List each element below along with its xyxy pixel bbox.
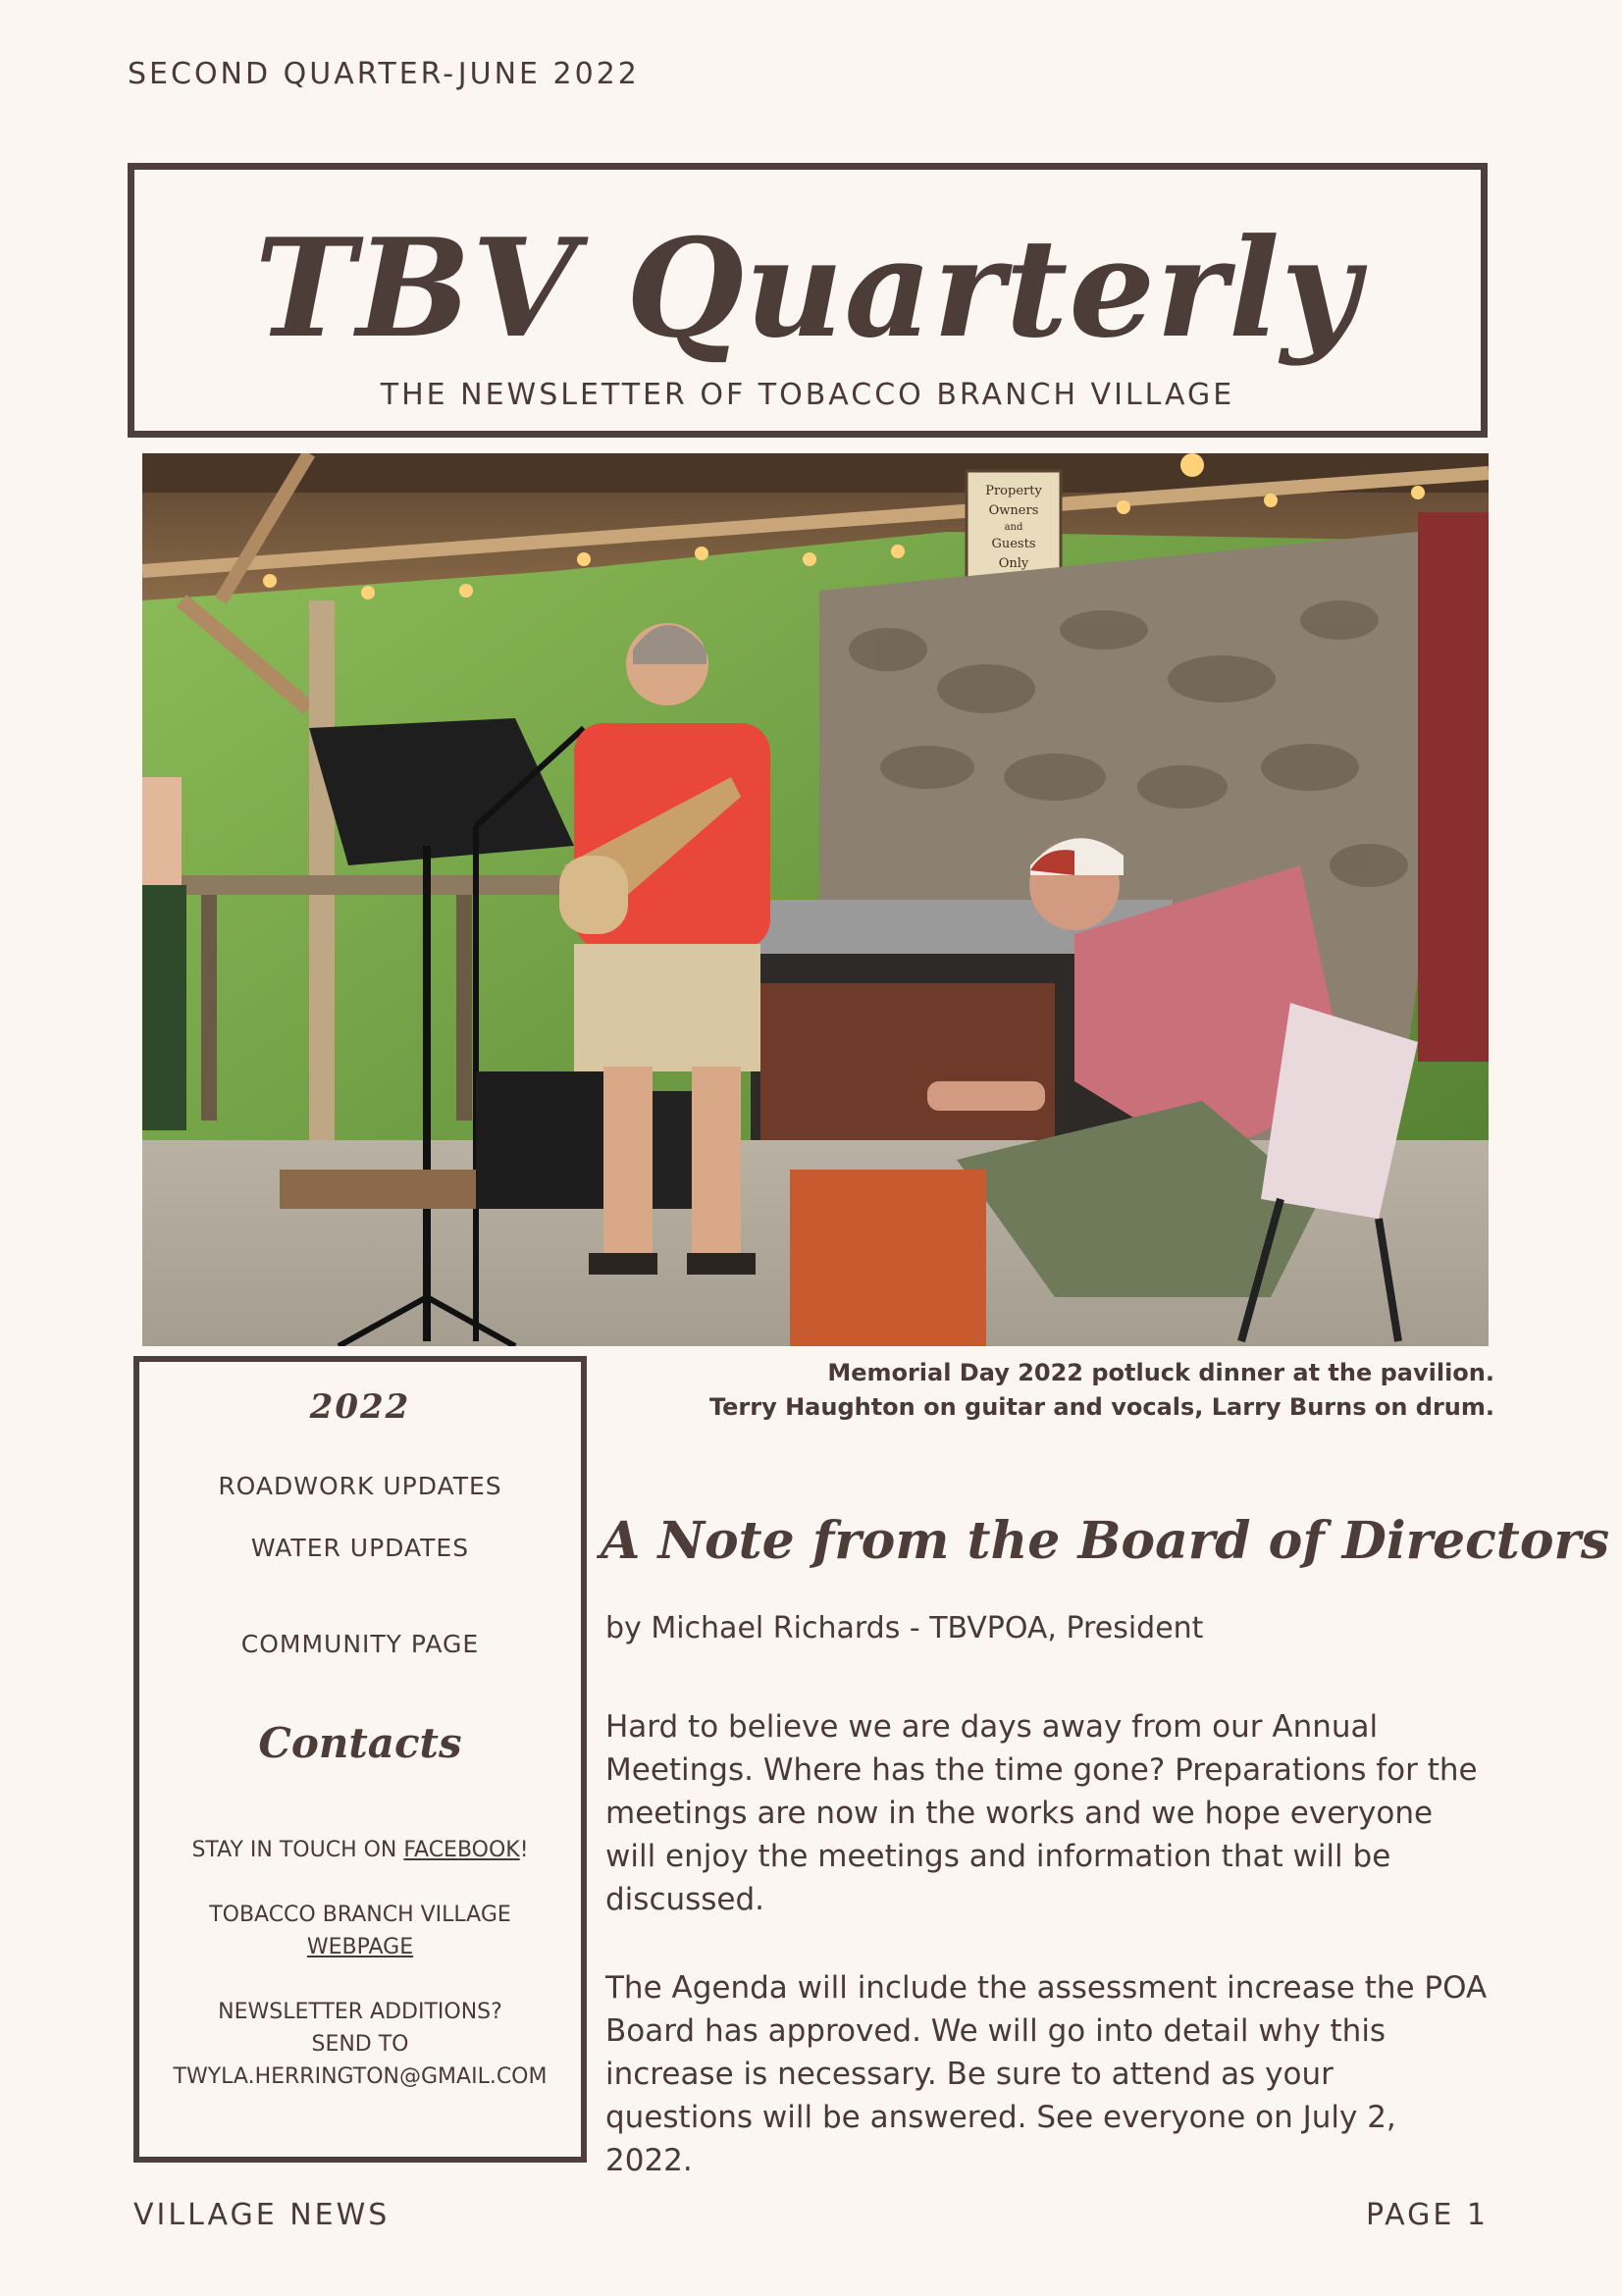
sidebar (133, 1356, 587, 2163)
footer-page-number: PAGE 1 (1366, 2198, 1489, 2232)
newsletter-email[interactable]: TWYLA.HERRINGTON@GMAIL.COM (173, 2064, 548, 2089)
facebook-prefix: STAY IN TOUCH ON (191, 1838, 404, 1862)
facebook-line (139, 1834, 581, 1866)
sidebar-item-roadwork[interactable]: ROADWORK UPDATES (218, 1472, 502, 1500)
issue-kicker: SECOND QUARTER-JUNE 2022 (128, 57, 640, 91)
masthead-subtitle: THE NEWSLETTER OF TOBACCO BRANCH VILLAGE (380, 378, 1235, 412)
webpage-line: TOBACCO BRANCH VILLAGE (209, 1903, 511, 1927)
newsletter-line-1: NEWSLETTER ADDITIONS? (218, 2000, 502, 2024)
photo-caption (611, 1356, 1494, 1425)
pavilion-photo-illustration (142, 453, 1489, 1346)
masthead-title: TBV Quarterly (254, 208, 1361, 368)
facebook-suffix: ! (519, 1838, 529, 1862)
webpage-link[interactable]: WEBPAGE (306, 1935, 414, 1959)
sign-line-3: and (1004, 522, 1023, 533)
article-paragraph-1: Hard to believe we are days away from our Annual Meetings. Where has the time gone? Preparations for the meetings are now in the works and we hope everyone will enjoy the meetings and information that will be discussed. (605, 1709, 1478, 1917)
footer-section-name: VILLAGE NEWS (133, 2198, 391, 2232)
sign-line-1: Property (985, 484, 1042, 498)
sidebar-item-water[interactable]: WATER UPDATES (250, 1534, 470, 1562)
masthead (128, 163, 1488, 438)
contacts-heading: Contacts (258, 1719, 462, 1767)
photo-caption-line-1: Memorial Day 2022 potluck dinner at the pavilion. (827, 1359, 1494, 1386)
facebook-link[interactable]: FACEBOOK (403, 1838, 520, 1862)
webpage-line-link-row (139, 1931, 581, 1963)
newsletter-line-2: SEND TO (311, 2032, 409, 2057)
sidebar-item-community[interactable]: COMMUNITY PAGE (240, 1630, 480, 1658)
sign-line-4: Guests (991, 537, 1036, 551)
photo-caption-line-2: Terry Haughton on guitar and vocals, Larry Burns on drum. (708, 1393, 1494, 1421)
article-title: A Note from the Board of Directors (601, 1511, 1610, 1571)
sidebar-year: 2022 (309, 1387, 411, 1427)
sign-line-5: Only (998, 556, 1029, 571)
article-paragraph-2: The Agenda will include the assessment increase the POA Board has approved. We will go into detail why this increase is necessary. Be sure to attend as your questions will be answered. See everyone on July 2, 2022. (605, 1970, 1488, 2178)
sign-line-2: Owners (988, 503, 1039, 518)
article-byline: by Michael Richards - TBVPOA, President (605, 1611, 1204, 1645)
pavilion-photo (142, 453, 1489, 1346)
